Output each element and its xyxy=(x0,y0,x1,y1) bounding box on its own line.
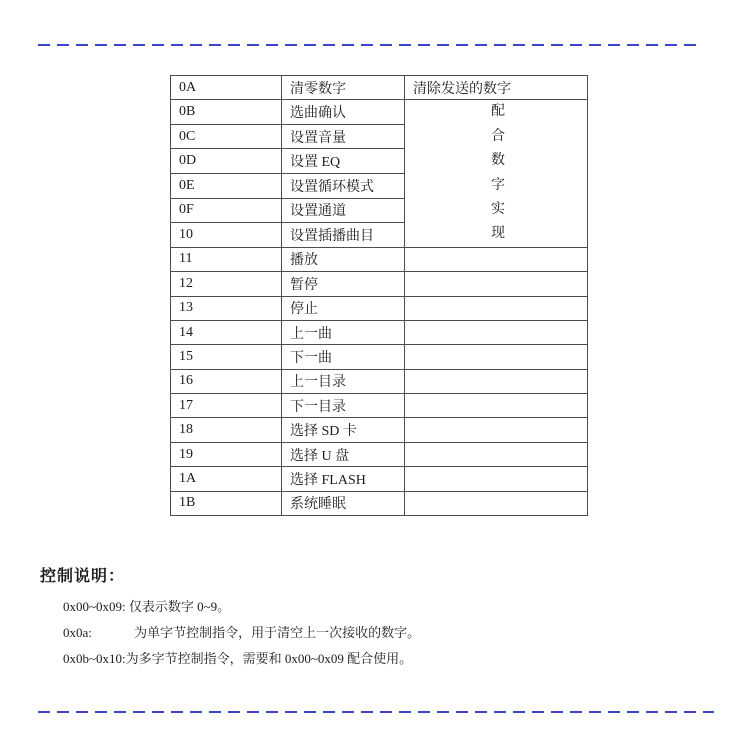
table-row xyxy=(171,272,588,296)
note-cell xyxy=(405,394,588,418)
action-cell: 选择 U 盘 xyxy=(282,442,405,466)
code-cell: 16 xyxy=(171,369,282,393)
table-row xyxy=(171,394,588,418)
action-cell: 选择 FLASH xyxy=(282,467,405,491)
table-row xyxy=(171,345,588,369)
action-cell: 清零数字 xyxy=(282,76,405,100)
code-cell: 10 xyxy=(171,223,282,248)
table-row xyxy=(171,100,588,125)
table-row xyxy=(171,247,588,271)
code-cell: 0F xyxy=(171,198,282,223)
note-line: 0x00~0x09: 仅表示数字 0~9。 xyxy=(63,599,231,614)
code-cell: 11 xyxy=(171,247,282,271)
action-cell: 播放 xyxy=(282,247,405,271)
action-cell: 暂停 xyxy=(282,272,405,296)
note-cell xyxy=(405,369,588,393)
note-char: 数 xyxy=(491,153,505,169)
note-cell xyxy=(405,296,588,320)
action-cell: 系统睡眠 xyxy=(282,491,405,515)
table-row xyxy=(171,320,588,344)
bottom-dashed-divider xyxy=(38,711,714,713)
note-char: 合 xyxy=(491,128,505,144)
action-cell: 设置 EQ xyxy=(282,149,405,174)
action-cell: 设置通道 xyxy=(282,198,405,223)
code-cell: 1A xyxy=(171,467,282,491)
action-cell: 设置插播曲目 xyxy=(282,223,405,248)
code-cell: 18 xyxy=(171,418,282,442)
note-cell xyxy=(405,247,588,271)
note-line: 0x0a: 为单字节控制指令，用于清空上一次接收的数字。 xyxy=(63,625,421,640)
notes-heading: 控制说明： xyxy=(40,568,126,585)
note-cell xyxy=(405,418,588,442)
note-cell xyxy=(405,467,588,491)
table-row xyxy=(171,296,588,320)
action-cell: 下一目录 xyxy=(282,394,405,418)
code-cell: 0D xyxy=(171,149,282,174)
table-row xyxy=(171,491,588,515)
note-char: 实 xyxy=(491,201,505,217)
code-cell: 12 xyxy=(171,272,282,296)
note-cell xyxy=(405,442,588,466)
action-cell: 设置循环模式 xyxy=(282,174,405,199)
action-cell: 选曲确认 xyxy=(282,100,405,125)
action-cell: 上一目录 xyxy=(282,369,405,393)
code-cell: 14 xyxy=(171,320,282,344)
code-cell: 13 xyxy=(171,296,282,320)
command-table-body xyxy=(171,76,588,516)
table-row xyxy=(171,467,588,491)
merged-note-cell xyxy=(405,100,588,247)
top-dashed-divider xyxy=(38,44,700,46)
code-cell: 17 xyxy=(171,394,282,418)
table-row xyxy=(171,442,588,466)
note-line: 0x0b~0x10:为多字节控制指令，需要和 0x00~0x09 配合使用。 xyxy=(63,651,413,666)
code-cell: 15 xyxy=(171,345,282,369)
note-cell xyxy=(405,491,588,515)
code-cell: 0C xyxy=(171,124,282,149)
note-cell xyxy=(405,272,588,296)
action-cell: 下一曲 xyxy=(282,345,405,369)
note-char: 配 xyxy=(491,104,505,120)
action-cell: 停止 xyxy=(282,296,405,320)
note-cell: 清除发送的数字 xyxy=(405,76,588,100)
note-char: 现 xyxy=(491,226,505,242)
note-char: 字 xyxy=(491,177,505,193)
code-cell: 0B xyxy=(171,100,282,125)
table-row xyxy=(171,418,588,442)
table-row xyxy=(171,76,588,100)
note-cell xyxy=(405,320,588,344)
command-table xyxy=(170,75,588,516)
notes-list xyxy=(63,594,420,672)
table-row xyxy=(171,369,588,393)
code-cell: 0E xyxy=(171,174,282,199)
action-cell: 设置音量 xyxy=(282,124,405,149)
code-cell: 0A xyxy=(171,76,282,100)
action-cell: 上一曲 xyxy=(282,320,405,344)
code-cell: 1B xyxy=(171,491,282,515)
note-cell xyxy=(405,345,588,369)
code-cell: 19 xyxy=(171,442,282,466)
action-cell: 选择 SD 卡 xyxy=(282,418,405,442)
